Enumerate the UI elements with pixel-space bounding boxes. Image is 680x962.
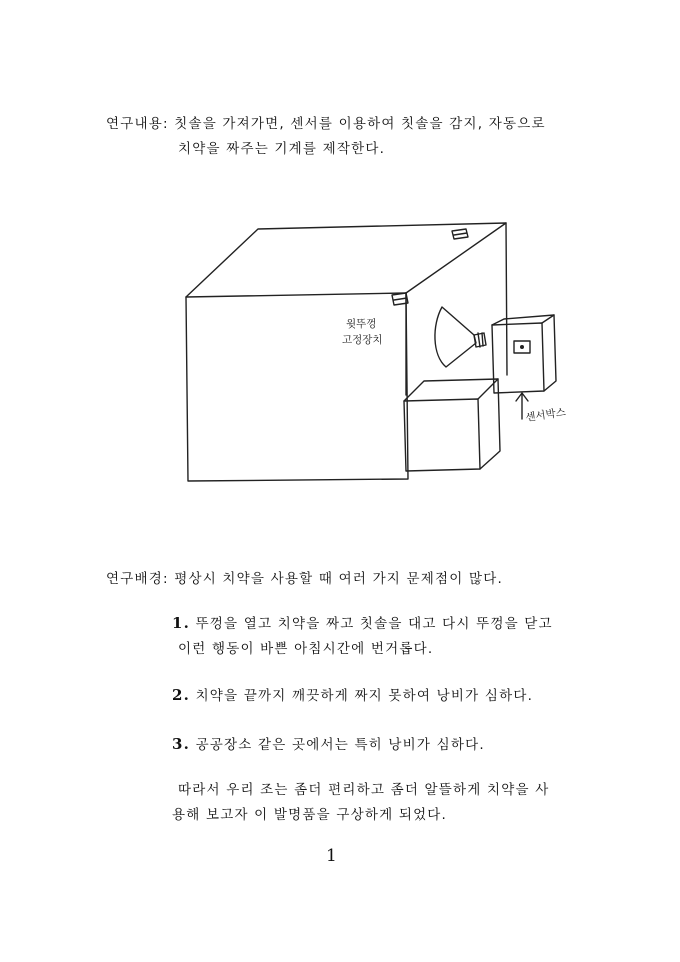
research-background-label: 연구배경: [106,571,169,587]
research-content-text-1: 칫솔을 가져가면, 센서를 이용하여 칫솔을 감지, 자동으로 [174,116,546,132]
small-box-top [404,379,498,401]
problem-1-number: 1. [172,614,191,632]
research-content-label: 연구내용: [106,116,169,132]
rear-latch [452,229,468,239]
conclusion-line-2: 용해 보고자 이 발명품을 구상하게 되었다. [172,807,448,823]
dispenser-sketch [170,215,580,495]
conclusion-line-1: 따라서 우리 조는 좀더 편리하고 좀더 알뜰하게 치약을 사 [178,782,550,798]
research-content-text-2: 치약을 짜주는 기계를 제작한다. [178,141,386,157]
sensor-box-front [492,323,544,393]
problem-3 [172,733,485,753]
research-background-line [106,567,503,587]
problem-3-text: 공공장소 같은 곳에서는 특히 낭비가 심하다. [195,737,485,753]
sensor-box-side [544,315,556,391]
main-box-side [406,223,507,395]
problem-1-text-2: 이런 행동이 바쁜 아침시간에 번거롭다. [178,641,434,657]
problem-2-text: 치약을 끝까지 깨끗하게 짜지 못하여 낭비가 심하다. [195,688,534,704]
problem-1-text-1: 뚜껑을 열고 치약을 짜고 칫솔을 대고 다시 뚜껑을 닫고 [195,616,553,632]
problem-2 [172,684,533,704]
problem-2-number: 2. [172,686,191,704]
lid-label-1: 윗뚜껑 [346,318,377,330]
sensor-box-label: 센서박스 [524,406,567,424]
page-number: 1 [326,846,337,866]
sensor-dot [520,345,524,349]
funnel [435,307,476,367]
lid-label-2: 고정장치 [342,334,383,346]
problem-1-line-1 [172,612,553,632]
research-background-text: 평상시 치약을 사용할 때 여러 가지 문제점이 많다. [174,571,503,587]
problem-3-number: 3. [172,735,191,753]
small-box-front [404,399,480,471]
research-content-line-1 [106,112,546,132]
